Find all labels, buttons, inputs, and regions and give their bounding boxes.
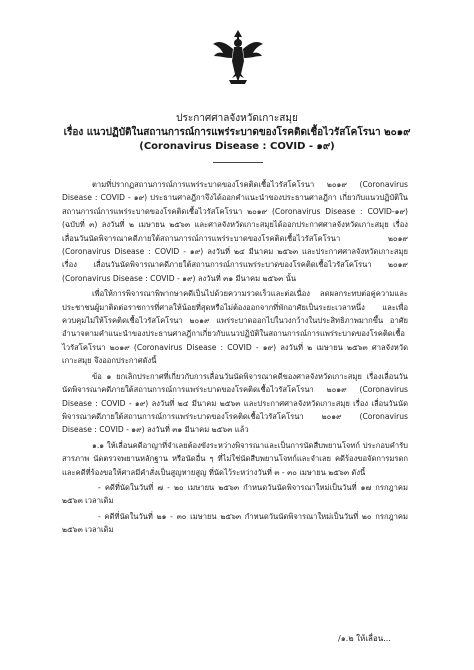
- body-paragraph: ๑.๑ ให้เลื่อนคดีอาญาที่จำเลยต้องขังระหว่างพิจารณาและเป็นการนัดสืบพยานโจทก์ ประกอบคำรับสารภาพ นัดตรวจพยานหลักฐาน หรือนัดอื่น ๆ ที่ไม่ใช่นัดสืบพยานโจทก์และจำเลย คดีร้องขอจัดการมรดก และคดีที่ร้องขอให้ศาลมีคำสั่งเป็นสูญหายสูญ ที่นัดไว้ระหว่างวันที่ ๓ - ๓๐ เมษายน ๒๕๖๓ ดังนี้: [62, 440, 408, 477]
- garuda-emblem-icon: [211, 28, 265, 88]
- page-continuation: /๑.๒ ให้เลื่อน...: [338, 634, 391, 643]
- header-divider: [213, 162, 263, 163]
- schedule-item: - คดีที่นัดในวันที่ ๒๑ - ๓๐ เมษายน ๒๕๖๓ กำหนดวันนัดพิจารณาใหม่เป็นวันที่ ๒๐ กรกฎาคม ๒๕๖๓ เวลาเดิม: [62, 511, 408, 535]
- announcement-body: [62, 178, 408, 539]
- schedule-item: - คดีที่นัดในวันที่ ๗ - ๒๐ เมษายน ๒๕๖๓ กำหนดวันนัดพิจารณาใหม่เป็นวันที่ ๑๗ กรกฎาคม ๒๕๖๓ เวลาเดิม: [62, 482, 408, 506]
- body-paragraph: เพื่อให้การพิจารณาพิพากษาคดีเป็นไปด้วยความรวดเร็วและต่อเนื่อง ลดผลกระทบต่อคู่ความและประชาชนผู้มาติดต่อราชการที่ศาลให้น้อยที่สุดหรือไม่ต้องออกจากที่พักอาศัยเป็นระยะเวลาหนึ่ง และเพื่อควบคุมไม่ให้โรคติดเชื้อไวรัสโคโรนา ๒๐๑๙ แพร่ระบาดออกไปในวงกว้างในประสิทธิภาพมากขึ้น อาศัยอำนาจตามคำแนะนำของประธานศาลฎีกาเกี่ยวกับแนวปฏิบัติในสถานการณ์การแพร่ระบาดของโรคติดเชื้อไวรัสโคโรนา ๒๐๑๙ (Coronavirus Disease : COVID - ๑๙) ลงวันที่ ๒ เมษายน ๒๕๖๓ ศาลจังหวัดเกาะสมุย จึงออกประกาศดังนี้: [62, 289, 408, 366]
- issuer-title: ประกาศศาลจังหวัดเกาะสมุย: [176, 113, 298, 124]
- subject-title: เรื่อง แนวปฏิบัติในสถานการณ์การแพร่ระบาดของโรคติดเชื้อไวรัสโคโรนา ๒๐๑๙: [63, 127, 411, 138]
- subject-subtitle: (Coronavirus Disease : COVID - ๑๙): [139, 141, 335, 152]
- body-paragraph: ข้อ ๑ ยกเลิกประกาศที่เกี่ยวกับการเลื่อนวันนัดพิจารณาคดีของศาลจังหวัดเกาะสมุย เรื่องเลื่อนวันนัดพิจารณาคดีภายใต้สถานการณ์การแพร่ระบาดของโรคติดเชื้อไวรัสโคโรนา ๒๐๑๙ (Coronavirus Disease : COVID - ๑๙) ลงวันที่ ๒๔ มีนาคม ๒๕๖๓ และประกาศศาลจังหวัดเกาะสมุย เรื่อง เลื่อนวันนัดพิจารณาคดีภายใต้สถานการณ์การแพร่ระบาดของโรคติดเชื้อไวรัสโคโรนา ๒๐๑๙ (Coronavirus Disease : COVID - ๑๙) ลงวันที่ ๓๑ มีนาคม ๒๕๖๓ แล้ว: [62, 371, 408, 435]
- announcement-header: [60, 112, 414, 154]
- body-paragraph: ตามที่ปรากฏสถานการณ์การแพร่ระบาดของโรคติดเชื้อไวรัสโคโรนา ๒๐๑๙ (Coronavirus Disease : COVID - ๑๙) ประธานศาลฎีกาจึงได้ออกคำแนะนำของประธานศาลฎีกา เกี่ยวกับแนวปฏิบัติในสถานการณ์การแพร่ระบาดของโรคติดเชื้อไวรัสโคโรนา ๒๐๑๙ (Coronavirus Disease : COVID-๑๙) (ฉบับที่ ๓) ลงวันที่ ๒ เมษายน ๒๕๖๓ และศาลจังหวัดเกาะสมุยได้ออกประกาศศาลจังหวัดเกาะสมุย เรื่อง เลื่อนวันนัดพิจารณาคดีภายใต้สถานการณ์การแพร่ระบาดของโรคติดเชื้อไวรัสโคโรนา ๒๐๑๙ (Coronavirus Disease : COVID - ๑๙) ลงวันที่ ๒๔ มีนาคม ๒๕๖๓ และประกาศศาลจังหวัดเกาะสมุย เรื่อง เลื่อนวันนัดพิจารณาคดีภายใต้สถานการณ์การแพร่ระบาดของโรคติดเชื้อไวรัสโคโรนา ๒๐๑๙ (Coronavirus Disease : COVID - ๑๙) ลงวันที่ ๓๑ มีนาคม ๒๕๖๓ นั้น: [62, 180, 408, 283]
